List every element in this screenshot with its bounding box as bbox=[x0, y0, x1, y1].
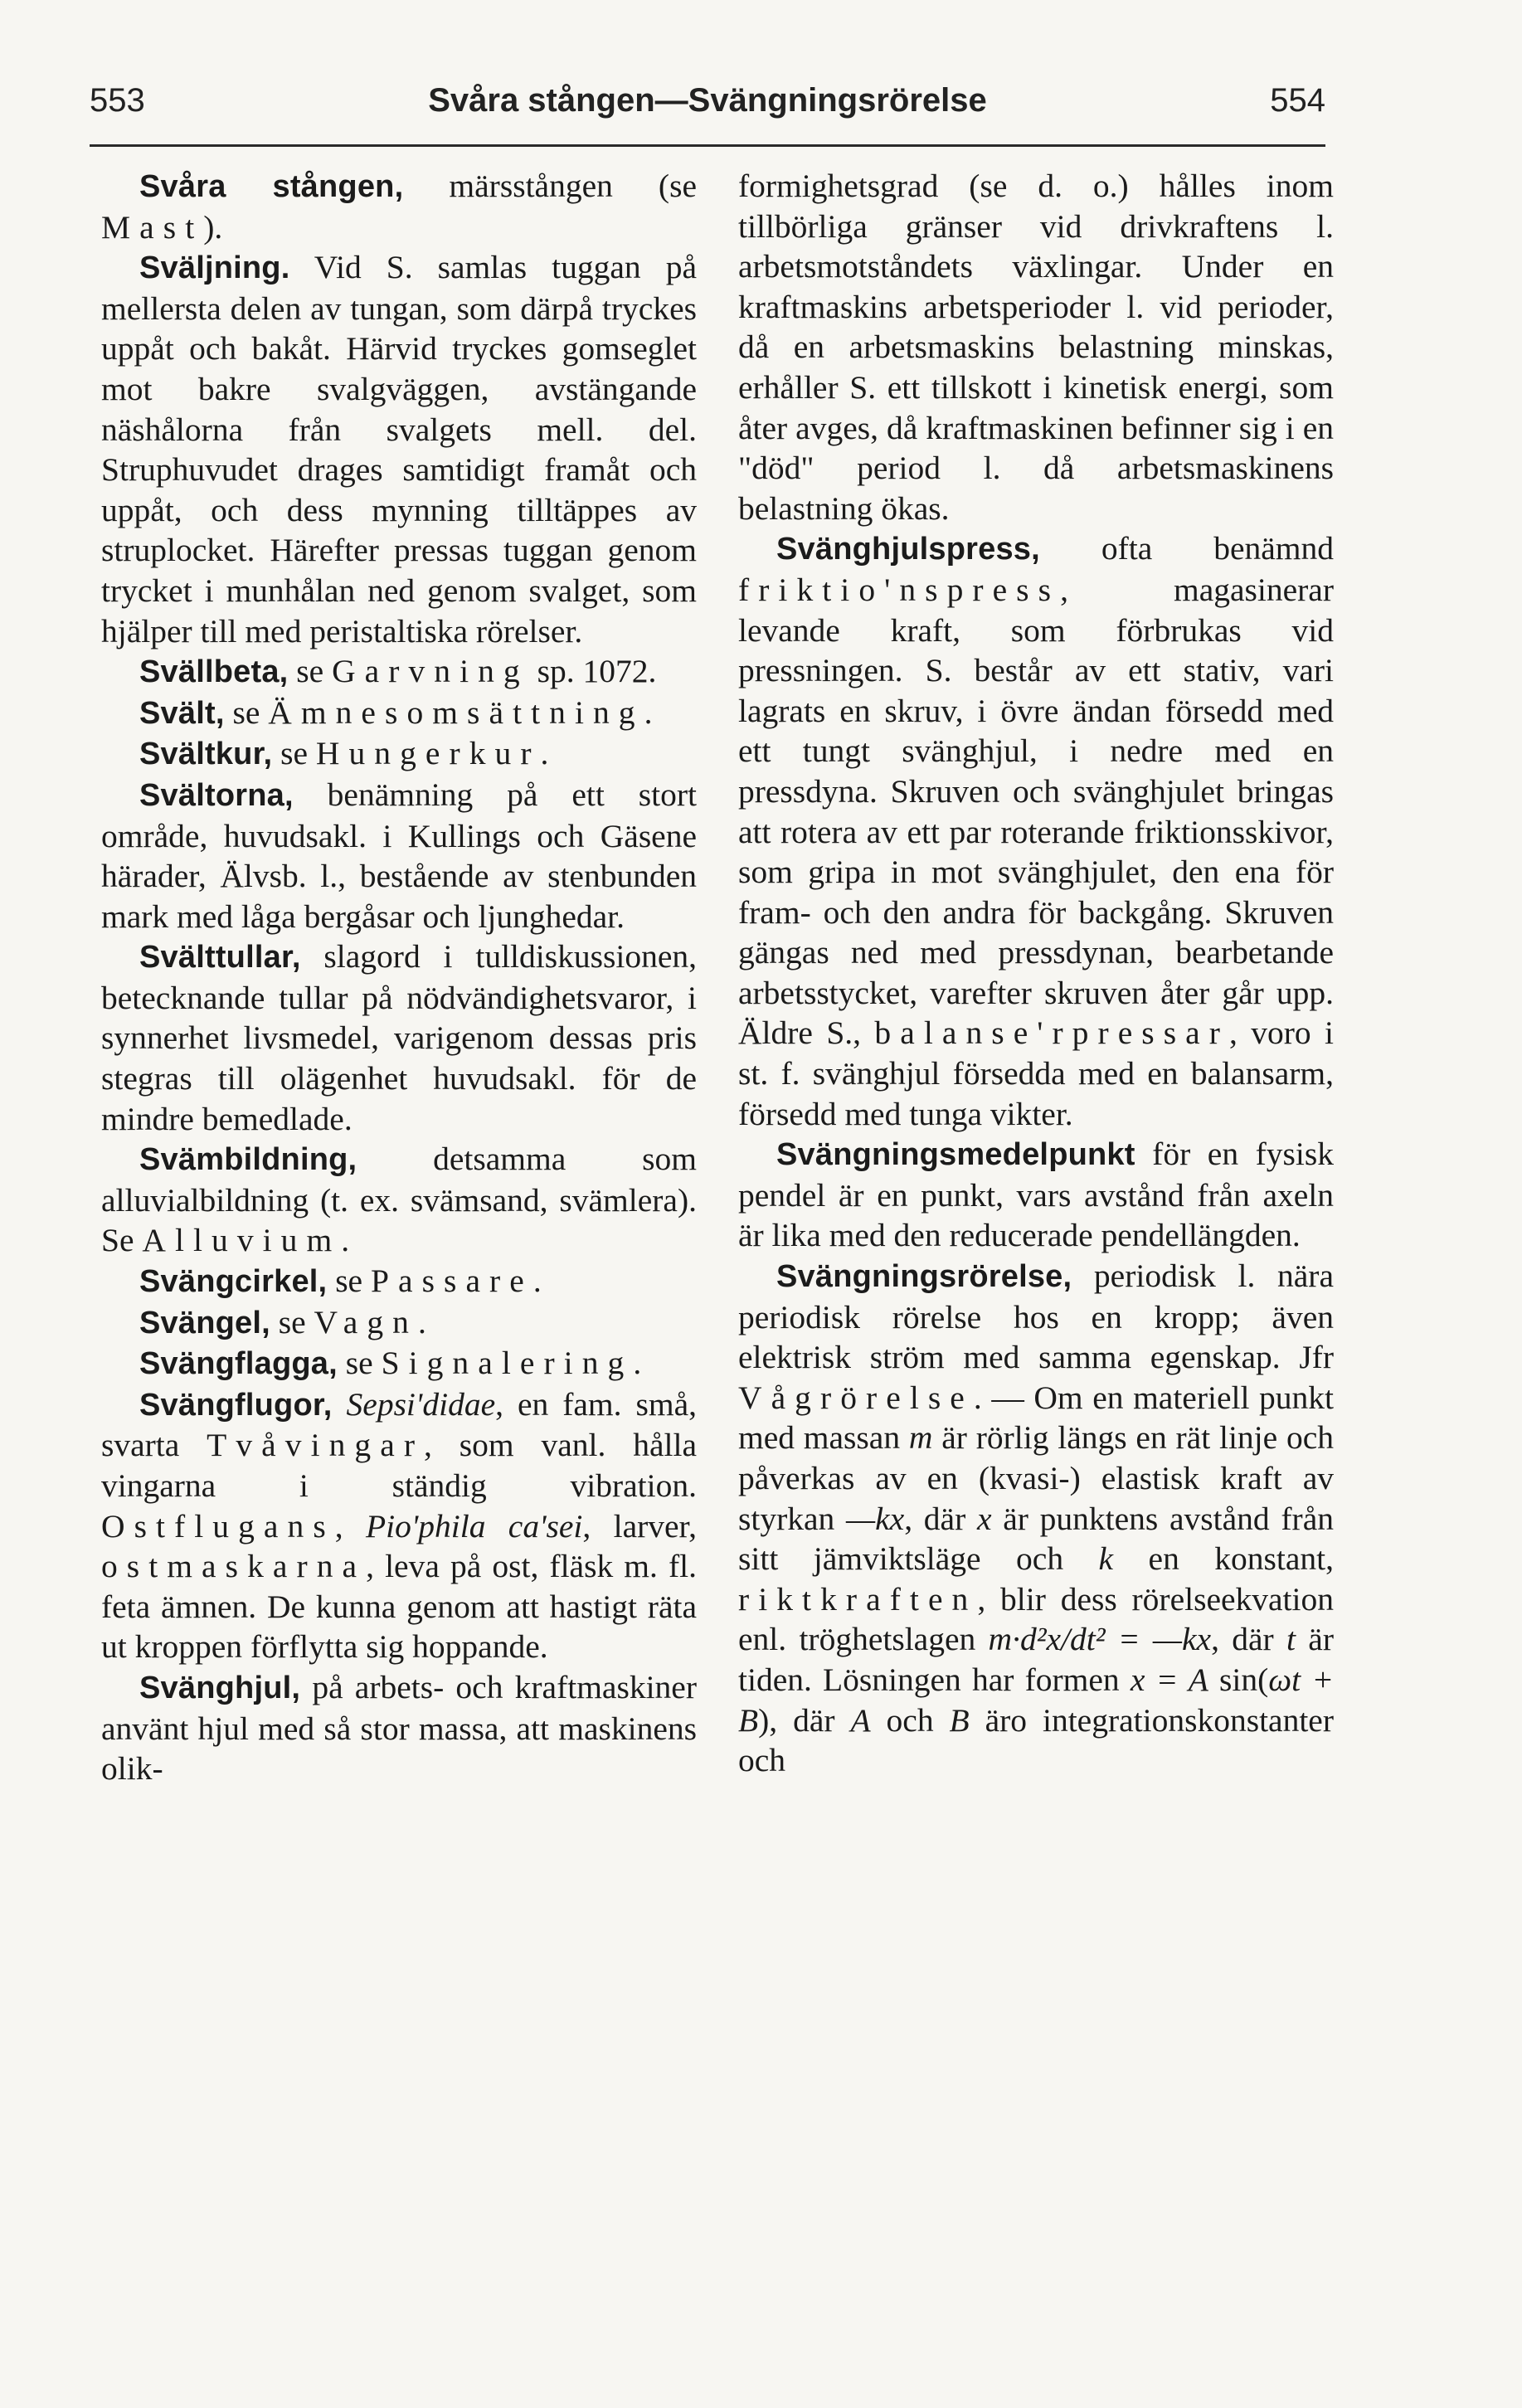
cross-reference: Ämnesomsättning bbox=[268, 693, 644, 731]
entry-text bbox=[333, 1386, 347, 1423]
italic-text: x = A bbox=[1130, 1661, 1208, 1698]
entry-headword: Svänghjulspress, bbox=[776, 532, 1040, 567]
entry-text: periodisk l. nära periodisk rörelse hos en kropp; även elektrisk ström med samma egenskap. Jfr bbox=[738, 1258, 1334, 1376]
entry-text: på arbets- och kraftmaskiner använt hjul med så stor massa, att maskinens olik- bbox=[101, 1668, 697, 1788]
dictionary-entry bbox=[101, 1343, 697, 1384]
entry-text: . bbox=[341, 1222, 350, 1259]
cross-reference: balanse'rpressar bbox=[874, 1014, 1229, 1052]
entry-text: är punktens avstånd från sitt jämviktsläge och bbox=[738, 1500, 1334, 1578]
entry-text: . bbox=[417, 1303, 426, 1340]
entry-text: se bbox=[224, 693, 269, 731]
dictionary-entry bbox=[101, 1302, 697, 1344]
entry-headword: Svängningsrörelse, bbox=[776, 1259, 1072, 1295]
entry-headword: Svältorna, bbox=[139, 777, 294, 813]
italic-text: Pio'phila ca'sei bbox=[365, 1507, 583, 1545]
entry-text: formighetsgrad (se d. o.) hålles inom tillbörliga gränser vid drivkraftens l. arbetsmotståndets växlingar. Under en kraftmaskins arbetsperioder l. vid perioder, då en arbetsmaskins belastning minskas, erhåller S. ett tillskott i kinetisk energi, som åter avges, då kraftmaskinen befinner sig i en "död" period l. då arbetsmaskinens belastning ökas. bbox=[738, 168, 1334, 527]
entry-text: för en fysisk pendel är en punkt, vars avstånd från axeln är lika med den reducerade pendellängden. bbox=[738, 1136, 1334, 1254]
entry-headword: Svällbeta, bbox=[139, 654, 289, 690]
running-title: Svåra stången—Svängningsrörelse bbox=[428, 82, 987, 119]
dictionary-entry bbox=[101, 651, 697, 693]
dictionary-entry bbox=[101, 1384, 697, 1667]
cross-reference: Mast bbox=[101, 208, 204, 246]
entry-headword: Svälttullar, bbox=[139, 940, 301, 975]
dictionary-entry bbox=[101, 693, 697, 734]
cross-reference: Hungerkur bbox=[315, 735, 541, 772]
cross-reference: Passare bbox=[370, 1262, 533, 1300]
dictionary-entry bbox=[738, 1256, 1334, 1781]
page-header bbox=[90, 80, 1325, 138]
entry-text: se bbox=[337, 1345, 382, 1382]
entry-text: sin( bbox=[1208, 1661, 1269, 1698]
entry-text: , magasinerar levande kraft, som förbrukas vid pressningen. S. består av ett stativ, vari lagrats en skruv, i övre ändan försedd med ett tungt svänghjul, i nedre med en pressdyna. Skruven och svänghjulet bringas att rotera av ett par roterande friktionsskivor, som gripa in mot svänghjulet, den ena för fram- och den andra för backgång. Skruven gängas ned med pressdynan, bearbetande arbetsstycket, varefter skruven åter går upp. Äldre S., bbox=[738, 571, 1334, 1052]
entry-text: och bbox=[870, 1701, 950, 1739]
entry-text: , voro i st. f. svänghjul försedda med en balansarm, försedd med tunga vikter. bbox=[738, 1014, 1334, 1132]
italic-text: m bbox=[908, 1419, 933, 1457]
italic-text: B bbox=[949, 1701, 970, 1739]
entry-headword: Svämbildning, bbox=[139, 1142, 357, 1178]
entry-text: en konstant, bbox=[1113, 1540, 1334, 1578]
cross-reference: friktio'nspress bbox=[738, 571, 1061, 608]
entry-text: , där bbox=[904, 1500, 977, 1537]
header-rule bbox=[90, 144, 1325, 147]
italic-text: m·d²x/dt² = —kx bbox=[988, 1621, 1212, 1658]
cross-reference: Vagn bbox=[314, 1303, 418, 1340]
italic-text: —kx bbox=[846, 1500, 905, 1537]
entry-headword: Svältkur, bbox=[139, 737, 273, 772]
entry-text: , blir dess rörelseekvation enl. tröghetslagen bbox=[738, 1580, 1334, 1658]
dictionary-entry bbox=[101, 1667, 697, 1789]
italic-text: A bbox=[850, 1701, 871, 1739]
entry-headword: Sväljning. bbox=[139, 251, 290, 286]
entry-text: slagord i tulldiskussionen, betecknande tullar på nödvändighetsvaror, i synnerhet livsmedel, varigenom dessas pris stegras till olägenhet huvudsakl. för de mindre bemedlade. bbox=[101, 938, 697, 1137]
entry-text: . bbox=[532, 1262, 542, 1300]
right-column bbox=[738, 166, 1334, 1781]
cross-reference: Vågrörelse bbox=[738, 1379, 974, 1416]
cross-reference: Alluvium bbox=[142, 1222, 342, 1259]
cross-reference: riktkraften bbox=[738, 1580, 978, 1617]
entry-headword: Svåra stången, bbox=[139, 169, 404, 204]
dictionary-entry bbox=[101, 1139, 697, 1261]
cross-reference: Tvåvingar bbox=[207, 1427, 425, 1464]
entry-text: . bbox=[540, 735, 549, 772]
dictionary-entry bbox=[101, 247, 697, 651]
dictionary-entry bbox=[101, 166, 697, 247]
entry-text: se bbox=[288, 653, 333, 690]
entry-text: är rörlig längs en rät linje och påverkas av en (kvasi-) elastisk kraft av styrkan bbox=[738, 1419, 1334, 1537]
cross-reference: ostmaskarna bbox=[101, 1548, 367, 1585]
page-number-right: 554 bbox=[1270, 82, 1325, 119]
dictionary-entry bbox=[101, 733, 697, 775]
entry-text: . — Om en materiell punkt med massan bbox=[738, 1379, 1334, 1457]
entry-text: ), där bbox=[758, 1701, 851, 1739]
dictionary-entry bbox=[101, 1261, 697, 1302]
entry-headword: Svält, bbox=[139, 695, 225, 731]
entry-text: benämning på ett stort område, huvudsakl. i Kullings och Gäsene härader, Älvsb. l., bestående av stenbunden mark med låga bergåsar och ljunghedar. bbox=[101, 776, 697, 935]
entry-text: . bbox=[633, 1345, 642, 1382]
italic-text: x bbox=[976, 1500, 992, 1537]
dictionary-entry bbox=[101, 775, 697, 936]
dictionary-entry bbox=[101, 936, 697, 1139]
entry-text: se bbox=[272, 735, 316, 772]
entry-text: Vid S. samlas tuggan på mellersta delen av tungan, som därpå tryckes uppåt och bakåt. Härvid tryckes gomseglet mot bakre svalgväggen, avstängande näshålorna från svalgets mell. del. Struphuvudet drages samtidigt framåt och uppåt, och dess mynning tilltäppes av struplocket. Härefter pressas tuggan genom trycket i munhålan ned genom svalget, som hjälper till med peristaltiska rörelser. bbox=[101, 249, 697, 649]
dictionary-entry bbox=[738, 1134, 1334, 1256]
cross-reference: Ostflugans bbox=[101, 1507, 335, 1545]
entry-text: , leva på ost, fläsk m. fl. feta ämnen. De kunna genom att hastigt räta ut kroppen förflytta sig hoppande. bbox=[101, 1548, 697, 1666]
entry-text: sp. 1072. bbox=[528, 653, 657, 690]
italic-text: k bbox=[1098, 1540, 1114, 1578]
entry-text: , där bbox=[1211, 1621, 1287, 1658]
entry-text: äro integrationskonstanter och bbox=[738, 1701, 1334, 1779]
entry-text: , som vanl. hålla vingarna i ständig vibration. bbox=[101, 1427, 697, 1504]
entry-headword: Svängflugor, bbox=[139, 1387, 333, 1423]
page-number-left: 553 bbox=[90, 82, 145, 119]
entry-text: är tiden. Lösningen har formen bbox=[738, 1621, 1334, 1698]
entry-headword: Svängningsmedelpunkt bbox=[776, 1137, 1135, 1173]
entry-headword: Svängflagga, bbox=[139, 1346, 338, 1382]
entry-text: detsamma som alluvialbildning (t. ex. svämsand, svämlera). Se bbox=[101, 1141, 697, 1259]
entry-text: se bbox=[327, 1262, 371, 1300]
entry-text: , larver, bbox=[582, 1507, 697, 1545]
dictionary-entry bbox=[738, 528, 1334, 1134]
entry-text: märsstången (se bbox=[403, 168, 697, 204]
entry-text: se bbox=[270, 1303, 314, 1340]
entry-headword: Svänghjul, bbox=[139, 1670, 301, 1705]
italic-text: t bbox=[1286, 1621, 1296, 1658]
italic-text: ωt + B bbox=[738, 1661, 1334, 1739]
entry-headword: Svängel, bbox=[139, 1305, 270, 1340]
cross-reference: Signalering bbox=[381, 1345, 634, 1382]
cross-reference: Garvning bbox=[332, 653, 529, 690]
entry-headword: Svängcirkel, bbox=[139, 1264, 328, 1300]
entry-text: . bbox=[644, 693, 653, 731]
entry-text: ofta benämnd bbox=[1039, 530, 1334, 567]
italic-text: Sepsi'didae bbox=[346, 1385, 496, 1423]
entry-text: , en fam. små, svarta bbox=[101, 1385, 697, 1464]
left-column bbox=[101, 166, 697, 1789]
entry-text: ). bbox=[203, 208, 223, 246]
entry-text: , bbox=[334, 1507, 366, 1545]
dictionary-entry bbox=[738, 166, 1334, 528]
